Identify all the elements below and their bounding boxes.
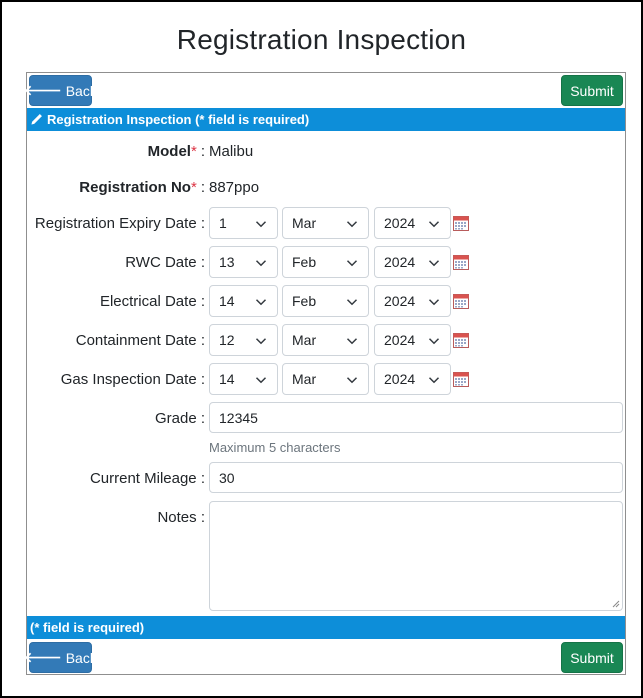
rwc-month-select[interactable]: Feb (282, 246, 369, 278)
back-button-label: Back (65, 649, 97, 666)
form-header-bar (27, 108, 625, 131)
containment-day-select[interactable]: 12 (209, 324, 278, 356)
rwc-day-select[interactable]: 13 (209, 246, 278, 278)
gas-inspection-year-select[interactable]: 2024 (374, 363, 451, 395)
chevron-down-icon (255, 218, 267, 230)
chevron-down-icon (428, 335, 440, 347)
registration-expiry-day-select[interactable]: 1 (209, 207, 278, 239)
required-mark: * (190, 142, 197, 160)
submit-button-label: Submit (570, 82, 614, 99)
registration-expiry-month-select[interactable]: Mar (282, 207, 369, 239)
required-mark: * (190, 178, 197, 196)
chevron-down-icon (255, 257, 267, 269)
model-value: Malibu (209, 142, 254, 160)
inspection-form-panel (26, 72, 626, 675)
calendar-icon[interactable] (453, 371, 469, 387)
model-label: Model * : (147, 142, 205, 160)
containment-year-select[interactable]: 2024 (374, 324, 451, 356)
grade-help-text: Maximum 5 characters (209, 440, 341, 455)
grade-input[interactable]: 12345 (209, 402, 623, 433)
back-button-bottom[interactable] (24, 642, 97, 673)
submit-button-top[interactable] (561, 75, 623, 106)
page-title: Registration Inspection (176, 24, 467, 55)
registration-expiry-year-select[interactable]: 2024 (374, 207, 451, 239)
registration-expiry-row (27, 207, 625, 239)
registration-no-label: Registration No * : (79, 178, 205, 196)
rwc-date-row (27, 246, 625, 278)
current-mileage-input[interactable]: 30 (209, 462, 623, 493)
rwc-date-label: RWC Date : (125, 253, 205, 271)
electrical-day-select[interactable]: 14 (209, 285, 278, 317)
chevron-down-icon (428, 257, 440, 269)
chevron-down-icon (346, 218, 358, 230)
chevron-down-icon (346, 296, 358, 308)
resize-grip-icon[interactable] (611, 599, 620, 608)
chevron-down-icon (428, 218, 440, 230)
electrical-date-row (27, 285, 625, 317)
electrical-month-select[interactable]: Feb (282, 285, 369, 317)
grade-label: Grade : (154, 409, 205, 427)
rwc-year-select[interactable]: 2024 (374, 246, 451, 278)
registration-no-row (27, 171, 625, 203)
containment-date-row (27, 324, 625, 356)
form-footer-text: (* field is required) (30, 620, 145, 635)
gas-inspection-day-select[interactable]: 14 (209, 363, 278, 395)
electrical-date-label: Electrical Date : (99, 292, 205, 310)
arrow-left-icon: 🡐 (24, 649, 62, 665)
chevron-down-icon (428, 374, 440, 386)
form-header-text: Registration Inspection (* field is required) (47, 112, 310, 127)
registration-expiry-label: Registration Expiry Date : (34, 214, 205, 232)
gas-inspection-month-select[interactable]: Mar (282, 363, 369, 395)
form-footer-bar (27, 616, 625, 639)
chevron-down-icon (255, 335, 267, 347)
gas-inspection-date-label: Gas Inspection Date : (60, 370, 205, 388)
pencil-icon (30, 113, 43, 126)
grade-row (27, 402, 625, 434)
notes-row (27, 501, 625, 533)
calendar-icon[interactable] (453, 215, 469, 231)
chevron-down-icon (346, 374, 358, 386)
electrical-year-select[interactable]: 2024 (374, 285, 451, 317)
chevron-down-icon (255, 296, 267, 308)
containment-month-select[interactable]: Mar (282, 324, 369, 356)
notes-textarea[interactable] (209, 501, 623, 611)
model-row (27, 135, 625, 167)
submit-button-bottom[interactable] (561, 642, 623, 673)
calendar-icon[interactable] (453, 332, 469, 348)
current-mileage-label: Current Mileage : (89, 469, 205, 487)
chevron-down-icon (255, 374, 267, 386)
calendar-icon[interactable] (453, 254, 469, 270)
chevron-down-icon (428, 296, 440, 308)
notes-label: Notes : (157, 508, 205, 526)
arrow-left-icon: 🡐 (24, 82, 62, 98)
chevron-down-icon (346, 257, 358, 269)
gas-inspection-date-row (27, 363, 625, 395)
registration-no-value: 887ppo (209, 178, 260, 196)
calendar-icon[interactable] (453, 293, 469, 309)
chevron-down-icon (346, 335, 358, 347)
containment-date-label: Containment Date : (75, 331, 205, 349)
back-button-label: Back (65, 82, 97, 99)
submit-button-label: Submit (570, 649, 614, 666)
current-mileage-row (27, 462, 625, 494)
back-button-top[interactable] (24, 75, 97, 106)
